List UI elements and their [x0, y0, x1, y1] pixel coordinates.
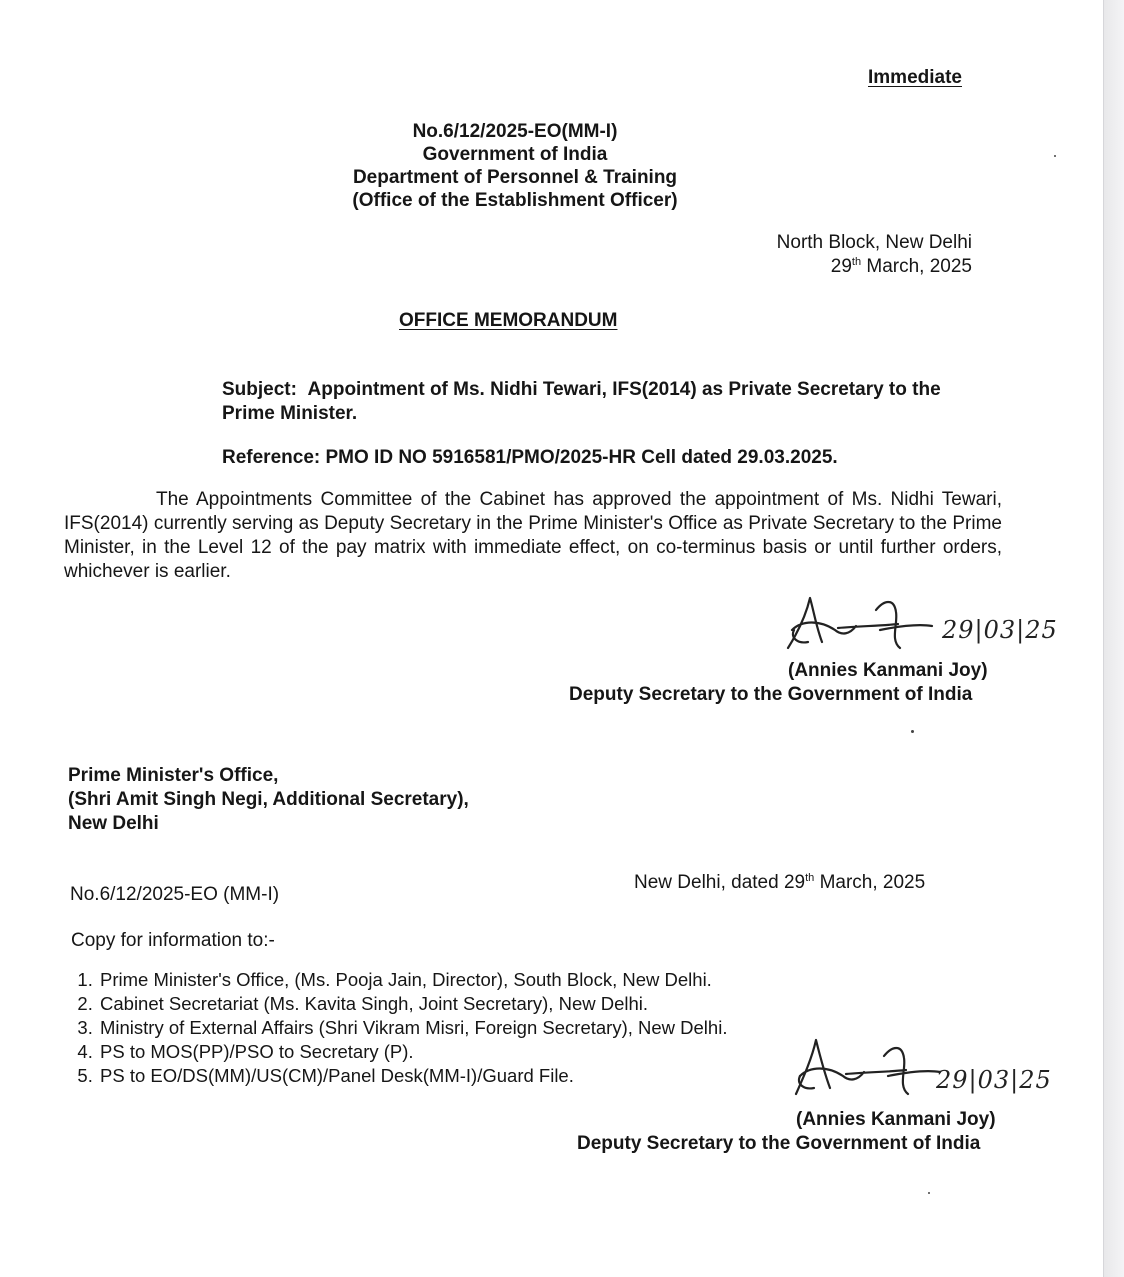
place-line: North Block, New Delhi: [776, 232, 972, 253]
subject-line: Subject: Appointment of Ms. Nidhi Tewari, IFS(2014) as Private Secretary to the: [222, 379, 941, 400]
signature-1-date: 29|03|25: [942, 616, 1058, 644]
body-paragraph: The Appointments Committee of the Cabinet has approved the appointment of Ms. Nidhi Tewari, IFS(2014) currently serving as Deputy Secretary in the Prime Minister's Office as Private Secretary to the Prime Minister, in the Level 12 of the pay matrix with immediate effect, on co-terminus basis or until further orders, whichever is earlier.: [64, 489, 1002, 582]
addressee-line-3: New Delhi: [68, 813, 159, 834]
scan-speck: [911, 730, 914, 733]
addressee-line-2: (Shri Amit Singh Negi, Additional Secretary),: [68, 789, 469, 810]
copy-list: [72, 968, 727, 1088]
government-name: Government of India: [422, 144, 608, 165]
list-item: 1. Prime Minister's Office, (Ms. Pooja Jain, Director), South Block, New Delhi.: [98, 968, 727, 992]
addressee-line-1: Prime Minister's Office,: [68, 765, 279, 786]
copy-file-number: No.6/12/2025-EO (MM-I): [70, 884, 280, 905]
reference-line: Reference: PMO ID NO 5916581/PMO/2025-HR Cell dated 29.03.2025.: [222, 447, 838, 468]
list-item: 3. Ministry of External Affairs (Shri Vikram Misri, Foreign Secretary), New Delhi.: [98, 1016, 727, 1040]
date-line: 29th March, 2025: [830, 256, 972, 277]
file-number: No.6/12/2025-EO(MM-I): [412, 121, 618, 142]
signature-2-date: 29|03|25: [936, 1066, 1052, 1094]
subject-continuation: Prime Minister.: [222, 403, 358, 424]
scan-speck: [928, 1192, 930, 1194]
list-item: 5. PS to EO/DS(MM)/US(CM)/Panel Desk(MM-I)/Guard File.: [98, 1064, 727, 1088]
department-name: Department of Personnel & Training: [352, 167, 678, 188]
signatory-2-designation: Deputy Secretary to the Government of India: [577, 1133, 981, 1154]
priority-label: Immediate: [868, 67, 962, 88]
office-name: (Office of the Establishment Officer): [352, 190, 678, 211]
list-item: 4. PS to MOS(PP)/PSO to Secretary (P).: [98, 1040, 727, 1064]
copy-intro: Copy for information to:-: [71, 930, 275, 951]
signatory-1-name: (Annies Kanmani Joy): [788, 660, 988, 681]
signatory-1-designation: Deputy Secretary to the Government of India: [569, 684, 973, 705]
list-item: 2. Cabinet Secretariat (Ms. Kavita Singh, Joint Secretary), New Delhi.: [98, 992, 727, 1016]
memo-title: OFFICE MEMORANDUM: [399, 310, 618, 331]
signatory-2-name: (Annies Kanmani Joy): [796, 1109, 996, 1130]
page-edge: [1103, 0, 1124, 1277]
scan-speck: [1054, 155, 1056, 157]
copy-dated-line: New Delhi, dated 29th March, 2025: [634, 872, 926, 893]
